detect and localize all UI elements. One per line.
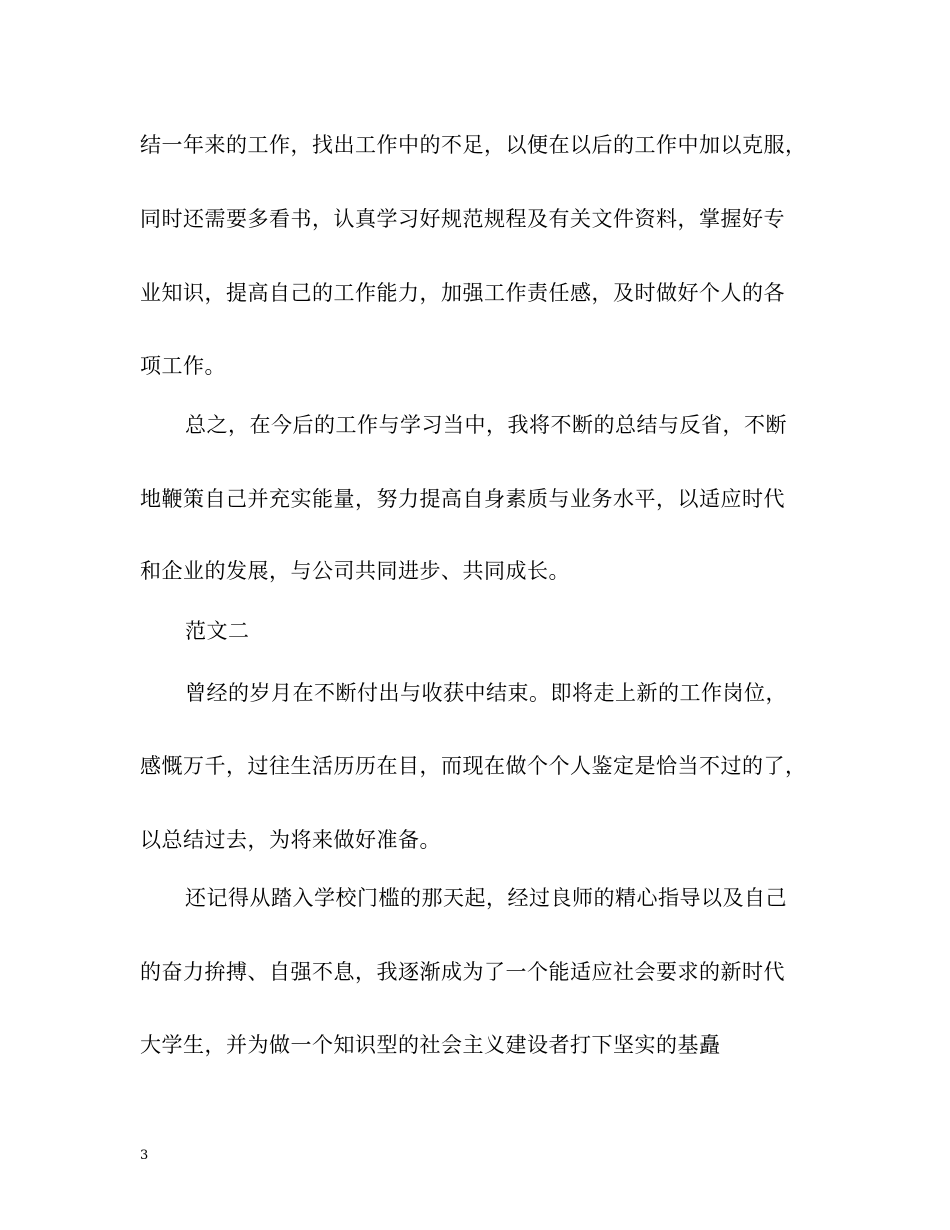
paragraph-start-line: 曾经的岁月在不断付出与收获中结束。即将走上新的工作岗位， — [185, 681, 787, 705]
page-number: 3 — [140, 1148, 149, 1163]
text-line: 感慨万千，过往生活历历在目，而现在做个个人鉴定是恰当不过的了， — [140, 754, 807, 778]
text-line: 以总结过去，为将来做好准备。 — [140, 828, 441, 852]
section-heading: 范文二 — [185, 619, 250, 643]
text-line: 和企业的发展，与公司共同进步、共同成长。 — [140, 559, 570, 583]
text-line: 的奋力拚搏、自强不息，我逐渐成为了一个能适应社会要求的新时代 — [140, 960, 785, 984]
paragraph-start-line: 还记得从踏入学校门槛的那天起，经过良师的精心指导以及自己 — [185, 886, 787, 910]
text-line: 业知识，提高自己的工作能力，加强工作责任感，及时做好个人的各 — [140, 281, 785, 305]
text-line: 大学生，并为做一个知识型的社会主义建设者打下坚实的基矗 — [140, 1033, 721, 1057]
text-line: 项工作。 — [140, 354, 226, 378]
text-line: 同时还需要多看书，认真学习好规范规程及有关文件资料，掌握好专 — [140, 207, 785, 231]
paragraph-start-line: 总之，在今后的工作与学习当中，我将不断的总结与反省，不断 — [185, 413, 787, 437]
text-line: 地鞭策自己并充实能量，努力提高自身素质与业务水平，以适应时代 — [140, 487, 785, 511]
text-line: 结一年来的工作，找出工作中的不足，以便在以后的工作中加以克服， — [140, 133, 807, 157]
